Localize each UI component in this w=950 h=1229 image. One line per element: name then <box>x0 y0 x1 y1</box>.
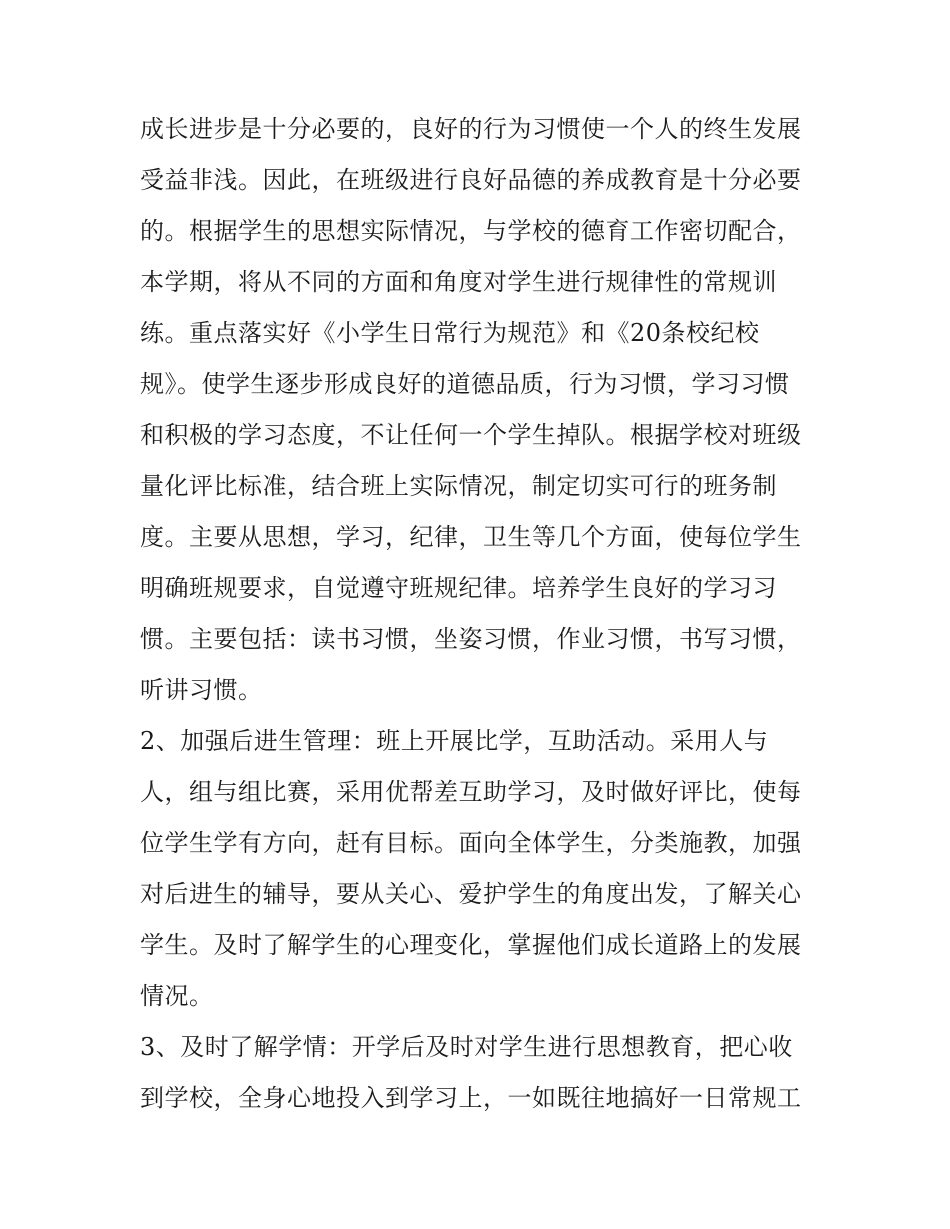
document-body <box>140 104 820 1124</box>
text-line: 对后进生的辅导，要从关心、爱护学生的角度出发，了解关心 <box>140 880 802 908</box>
text-line: 本学期，将从不同的方面和角度对学生进行规律性的常规训 <box>140 268 777 296</box>
text-line: 惯。主要包括：读书习惯，坐姿习惯，作业习惯，书写习惯， <box>140 625 802 653</box>
text-line: 明确班规要求，自觉遵守班规纪律。培养学生良好的学习习 <box>140 574 777 602</box>
text-line: 听讲习惯。 <box>140 676 263 704</box>
text-line: 3、及时了解学情：开学后及时对学生进行思想教育，把心收 <box>140 1033 793 1061</box>
text-line: 规》。使学生逐步形成良好的道德品质，行为习惯，学习习惯 <box>140 370 790 398</box>
text-line: 2、加强后进生管理：班上开展比学，互助活动。采用人与 <box>140 727 769 755</box>
text-line: 学生。及时了解学生的心理变化，掌握他们成长道路上的发展 <box>140 931 802 959</box>
text-line: 位学生学有方向，赶有目标。面向全体学生，分类施教，加强 <box>140 829 802 857</box>
text-line: 度。主要从思想，学习，纪律，卫生等几个方面，使每位学生 <box>140 523 802 551</box>
text-line: 情况。 <box>140 982 214 1010</box>
text-line: 的。根据学生的思想实际情况，与学校的德育工作密切配合， <box>140 217 802 245</box>
text-line: 受益非浅。因此，在班级进行良好品德的养成教育是十分必要 <box>140 166 802 194</box>
text-line: 练。重点落实好《小学生日常行为规范》和《20条校纪校 <box>140 319 760 347</box>
text-line: 到学校，全身心地投入到学习上，一如既往地搞好一日常规工 <box>140 1084 802 1112</box>
text-line: 量化评比标准，结合班上实际情况，制定切实可行的班务制 <box>140 472 777 500</box>
text-line: 人，组与组比赛，采用优帮差互助学习，及时做好评比，使每 <box>140 778 802 806</box>
text-line: 成长进步是十分必要的，良好的行为习惯使一个人的终生发展 <box>140 115 802 143</box>
text-line: 和积极的学习态度，不让任何一个学生掉队。根据学校对班级 <box>140 421 802 449</box>
